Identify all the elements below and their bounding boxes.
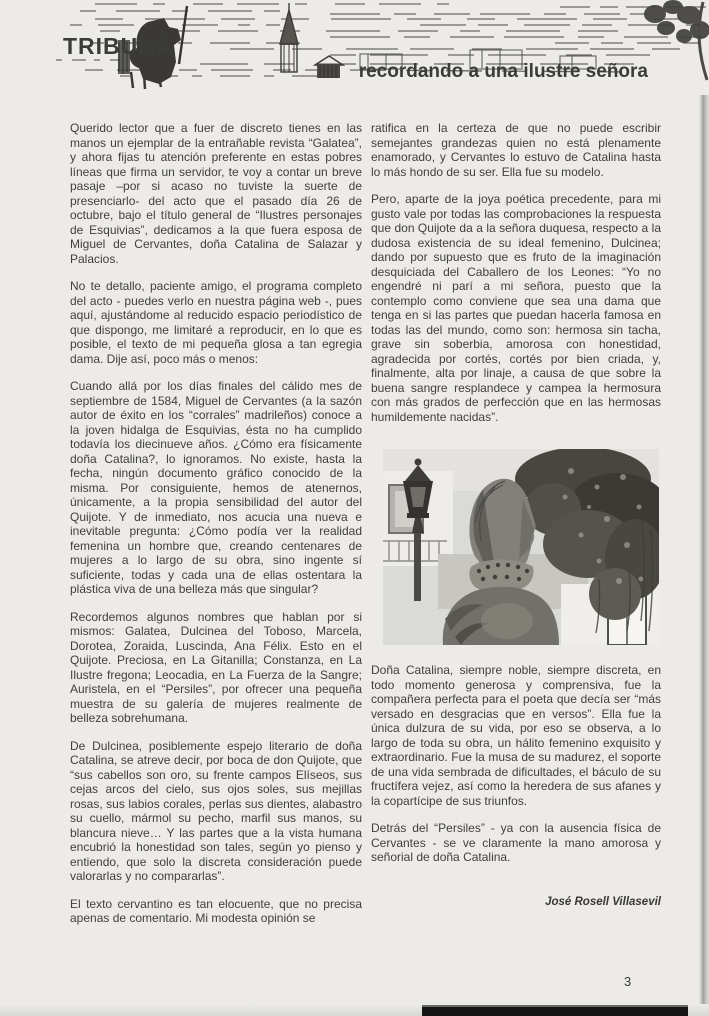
- author-byline: José Rosell Villasevil: [545, 895, 661, 908]
- tree-icon: [644, 0, 709, 80]
- paragraph: El texto cervantino es tan elocuente, que no precisa apenas de comentario. Mi modesta opinión se: [70, 896, 362, 925]
- paragraph: Querido lector que a fuer de discreto tienes en las manos un ejemplar de la entrañable revista “Galatea”, y ahora fijas tu atención preferente en estas pobres líneas que firma un servidor, te voy a contar un breve pasaje –por si acaso no tuviste la suerte de presenciarlo- del acto que el pasado día 26 de octubre, bajo el título general de “Ilustres personajes de Esquivias”, dedicamos a la que fuera esposa de Miguel de Cervantes, doña Catalina de Salazar y Palacios.: [70, 121, 362, 266]
- article-title: recordando a una ilustre señora: [358, 61, 648, 82]
- paragraph: Pero, aparte de la joya poética precedente, para mi gusto vale por todas las comprobaciones la respuesta que don Quijote da a la señora duquesa, respecto a la dudosa existencia de su ideal femenino, Dulcinea; dando por supuesto que es fruto de la imaginación desquiciada del Caballero de los Leones: “Yo no engendré ni parí a mi señora, puesto que la contemplo como conviene que sea una dama que tenga en si las partes que puedan hacerla famosa en todas las del mundo, como son: hermosa sin tacha, grave sin soberbia, amorosa con honestidad, agradecida por cortés, cortés por bien criada, y, finalmente, alta por linaje, a causa de que sobre la buena sangre resplandece y campea la hermosura con más grados de perfección que en las hermosas humildemente nacidas”.: [371, 192, 661, 424]
- article-left-column: [70, 121, 362, 939]
- section-kicker: TRIBUNA: [63, 33, 174, 59]
- page-number: 3: [624, 974, 632, 989]
- article-right-column: [371, 121, 661, 909]
- catalina-bust-photo: [383, 449, 659, 645]
- paragraph: Detrás del “Persiles” - ya con la ausencia física de Cervantes - se ve claramente la mano amorosa y señorial de doña Catalina.: [371, 821, 661, 864]
- paragraph: De Dulcinea, posiblemente espejo literario de doña Catalina, se atreve decir, por boca de don Quijote, que “sus cabellos son oro, su frente campos Elíseos, sus cejas arcos del cielo, sus ojos soles, sus mejillas rosas, sus labios corales, perlas sus dientes, alabastro su cuello, mármol su pecho, marfil sus manos, su blancura nieve… Y las partes que a la vista humana encubrió la honestidad son tales, según yo pienso y entiendo, que solo la discreta consideración puede valorarlas y no compararlas”.: [70, 738, 362, 883]
- scan-edge-shadow: [699, 95, 709, 1016]
- paragraph: No te detallo, paciente amigo, el programa completo del acto - puedes verlo en nuestra página web -, pues aquí, ajustándome al reducido espacio periodístico de que dispongo, me limitaré a reproducir, en lo que es posible, el texto de mi pequeña glosa a tan egregia dama. Dije así, poco más o menos:: [70, 279, 362, 366]
- scan-black-bar: [422, 1005, 688, 1016]
- paragraph: ratifica en la certeza de que no puede escribir semejantes grandezas quien no está plenamente enamorado, y Cervantes lo estuvo de Catalina hasta lo más hondo de su ser. Ella fue su modelo.: [371, 121, 661, 179]
- paragraph: Recordemos algunos nombres que hablan por si mismos: Galatea, Dulcinea del Toboso, Marcela, Dorotea, Zoraida, Luscinda, Ana Félix. Esto en el Quijote. Preciosa, en La Gitanilla; Constanza, en La Ilustre fregona; Leocadia, en La Fuerza de la Sangre; Auristela, en el “Persiles”, por ofrecer una pequeña muestra de su galería de mujeres realmente de belleza sobrehumana.: [70, 609, 362, 725]
- paragraph: Cuando allá por los días finales del cálido mes de septiembre de 1584, Miguel de Cervantes (a la sazón autor de éxito en los “corrales” madrileños) conoce a la joven hidalga de Esquivias, ésta no ha cumplido todavía los diecinueve años. ¿Cómo era físicamente doña Catalina?, lo ignoramos. No existe, hasta la fecha, ningún documento gráfico conocido de la misma. Por consiguiente, hemos de atenernos, únicamente, a la propia sensibilidad del autor del Quijote. Y de inmediato, nos acucia una nueva e inevitable pregunta: ¿Cómo podía ver la realidad femenina un hombre que, creando centenares de mujeres a lo largo de su obra, sino ingente sí suficiente, todas y cada una de ellas ostentara la plástica viva de una belleza más que singular?: [70, 379, 362, 596]
- paragraph: Doña Catalina, siempre noble, siempre discreta, en todo momento generosa y comprensiva, fue la compañera perfecta para el poeta que decía ser “más versado en desgracias que en versos”. Ella fue la única dulzura de su vida, por eso se observa, a lo largo de toda su obra, un hálito femenino exquisito y extraordinario. Fue la musa de su madurez, el soporte de una vida sembrada de dificultades, el báculo de su fructífera vejez, así como la heredera de sus afanes y la copartícipe de sus triunfos.: [371, 663, 661, 808]
